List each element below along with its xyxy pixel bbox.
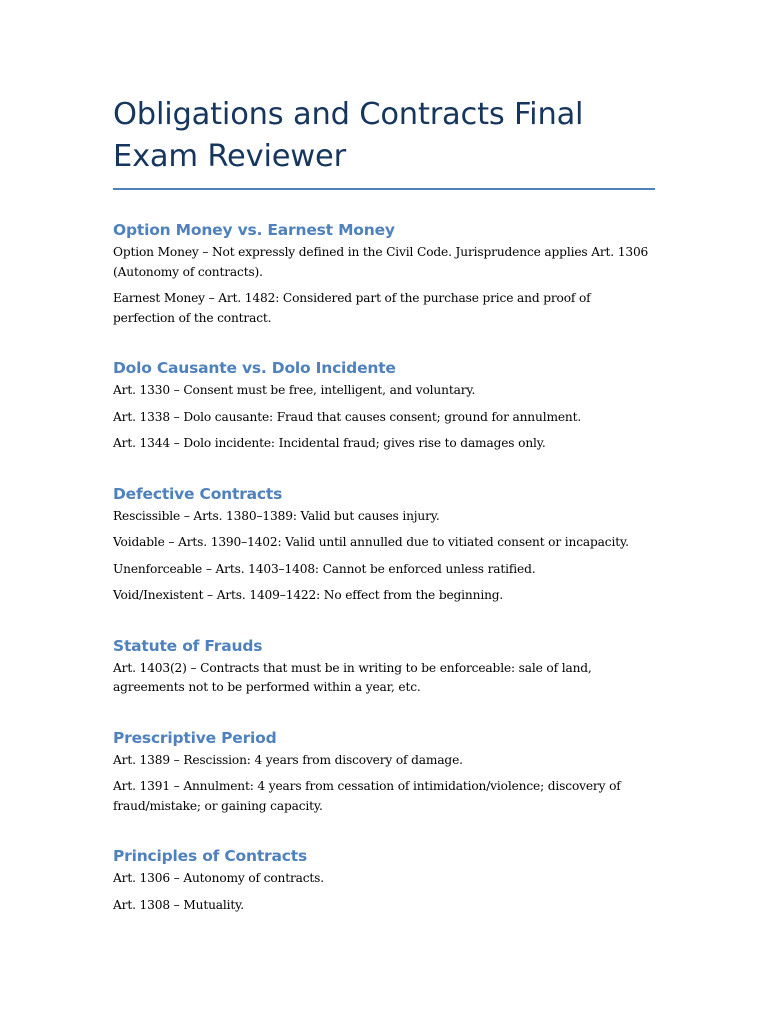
document-title: Obligations and Contracts Final Exam Reviewer — [113, 97, 584, 174]
paragraph-art-1391: Art. 1391 – Annulment: 4 years from cessation of intimidation/violence; discovery of fraud/mistake; or gaining capacity. — [113, 779, 621, 813]
paragraph-option-money: Option Money – Not expressly defined in the Civil Code. Jurisprudence applies Art. 1306 (Autonomy of contracts). — [113, 245, 649, 279]
paragraph-earnest-money: Earnest Money – Art. 1482: Considered part of the purchase price and proof of perfection of the contract. — [113, 291, 591, 325]
paragraph-rescissible: Rescissible – Arts. 1380–1389: Valid but causes injury. — [113, 508, 440, 523]
paragraph-void-inexistent: Void/Inexistent – Arts. 1409–1422: No effect from the beginning. — [113, 588, 504, 602]
section-heading-option-money: Option Money vs. Earnest Money — [113, 221, 395, 239]
paragraph-art-1308: Art. 1308 – Mutuality. — [113, 897, 245, 912]
paragraph-unenforceable: Unenforceable – Arts. 1403–1408: Cannot be enforced unless ratified. — [113, 561, 536, 576]
title-underline-rule — [113, 188, 655, 190]
section-heading-prescriptive-period: Prescriptive Period — [113, 728, 277, 747]
paragraph-art-1344: Art. 1344 – Dolo incidente: Incidental fraud; gives rise to damages only. — [113, 436, 546, 450]
section-heading-dolo: Dolo Causante vs. Dolo Incidente — [113, 359, 396, 377]
section-heading-principles-of-contracts: Principles of Contracts — [113, 847, 307, 865]
paragraph-voidable: Voidable – Arts. 1390–1402: Valid until annulled due to vitiated consent or incapacity. — [113, 535, 629, 549]
paragraph-art-1330: Art. 1330 – Consent must be free, intelligent, and voluntary. — [113, 383, 476, 397]
paragraph-art-1403: Art. 1403(2) – Contracts that must be in writing to be enforceable: sale of land, agreements not to be performed within a year, etc. — [113, 660, 592, 694]
paragraph-art-1306: Art. 1306 – Autonomy of contracts. — [113, 871, 324, 885]
section-heading-defective-contracts: Defective Contracts — [113, 484, 283, 503]
paragraph-art-1338: Art. 1338 – Dolo causante: Fraud that causes consent; ground for annulment. — [113, 409, 582, 424]
paragraph-art-1389: Art. 1389 – Rescission: 4 years from discovery of damage. — [113, 752, 463, 767]
section-heading-statute-of-frauds: Statute of Frauds — [113, 636, 263, 655]
